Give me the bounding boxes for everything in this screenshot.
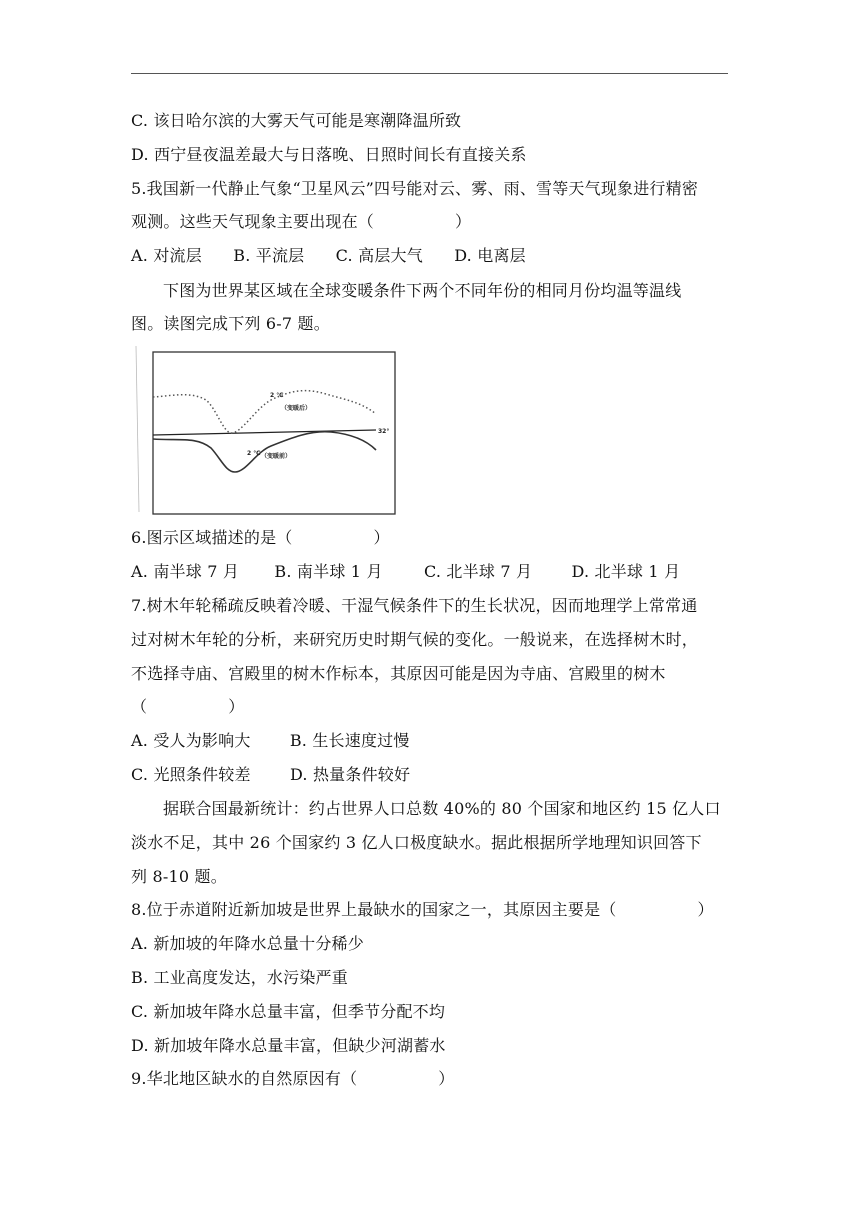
q5-stem-line1: 5.我国新一代静止气象“卫星风云”四号能对云、雾、雨、雪等天气现象进行精密: [131, 179, 699, 198]
q5-options: [131, 245, 552, 267]
q7-stem-line2: 过对树木年轮的分析，来研究历史时期气候的变化。一般说来，在选择树木时，: [131, 630, 699, 649]
q7-stem-line3: 不选择寺庙、宫殿里的树木作标本，其原因可能是因为寺庙、宫殿里的树木: [131, 664, 666, 683]
upper-isotherm-label: 2 ℃: [270, 392, 284, 399]
isotherm-figure: [131, 342, 399, 518]
q8-option-b: B. 工业高度发达，水污染严重: [131, 968, 348, 987]
q7-stem-line1: 7.树木年轮稀疏反映着冷暖、干湿气候条件下的生长状况，因而地理学上常常通: [131, 596, 698, 615]
q6-option-b: B. 南半球 1 月: [274, 562, 383, 581]
q8-option-d: D. 新加坡年降水总量丰富，但缺少河湖蓄水: [131, 1036, 446, 1055]
q7-options-cd: [131, 764, 436, 786]
q4-option-c: C. 该日哈尔滨的大雾天气可能是寒潮降温所致: [131, 111, 462, 130]
q7-option-b: B. 生长速度过慢: [289, 731, 410, 750]
intro-6-7-line2: 图。读图完成下列 6-7 题。: [131, 314, 330, 333]
isotherm-before-warming: [153, 432, 376, 472]
header-rule: [131, 73, 728, 74]
q6-option-a: A. 南半球 7 月: [131, 562, 240, 581]
q6-option-d: D. 北半球 1 月: [571, 562, 681, 581]
q8-option-a: A. 新加坡的年降水总量十分稀少: [131, 934, 364, 953]
intro-8-10-line2: 淡水不足，其中 26 个国家约 3 亿人口极度缺水。据此根据所学地理知识回答下: [131, 833, 702, 852]
q5-option-d: D. 电离层: [454, 246, 526, 265]
intro-8-10-line1: 据联合国最新统计：约占世界人口总数 40%的 80 个国家和地区约 15 亿人口: [163, 799, 721, 818]
lower-isotherm-note: （变暖前）: [261, 453, 292, 460]
q4-option-d: D. 西宁昼夜温差最大与日落晚、日照时间长有直接关系: [131, 145, 527, 164]
q7-option-a: A. 受人为影响大: [131, 731, 251, 750]
isotherm-after-warming: [153, 391, 376, 433]
q6-options: [131, 561, 706, 583]
q7-stem-line4: （ ）: [131, 697, 245, 716]
q5-stem-line2: 观测。这些天气现象主要出现在（ ）: [131, 212, 472, 231]
scan-edge: [136, 346, 139, 512]
q7-option-d: D. 热量条件较好: [289, 765, 411, 784]
q5-option-c: C. 高层大气: [335, 246, 423, 265]
q9-stem: 9.华北地区缺水的自然原因有（ ）: [131, 1069, 455, 1088]
intro-6-7-line1: 下图为世界某区域在全球变暖条件下两个不同年份的相同月份均温等温线: [163, 281, 682, 300]
latitude-label: 32°: [378, 428, 390, 435]
q5-option-a: A. 对流层: [131, 246, 202, 265]
isotherm-diagram: [131, 342, 399, 518]
q8-stem: 8.位于赤道附近新加坡是世界上最缺水的国家之一，其原因主要是（ ）: [131, 900, 714, 919]
q7-options-ab: [131, 730, 436, 752]
lower-isotherm-label: 2 ℃: [247, 450, 261, 457]
q6-stem: 6.图示区域描述的是（ ）: [131, 528, 390, 547]
q8-option-c: C. 新加坡年降水总量丰富，但季节分配不均: [131, 1002, 446, 1021]
intro-8-10-line3: 列 8-10 题。: [131, 867, 227, 886]
q6-option-c: C. 北半球 7 月: [423, 562, 533, 581]
q5-option-b: B. 平流层: [233, 246, 305, 265]
upper-isotherm-note: （变暖后）: [281, 405, 312, 412]
q7-option-c: C. 光照条件较差: [131, 765, 251, 784]
figure-frame: [153, 352, 395, 514]
